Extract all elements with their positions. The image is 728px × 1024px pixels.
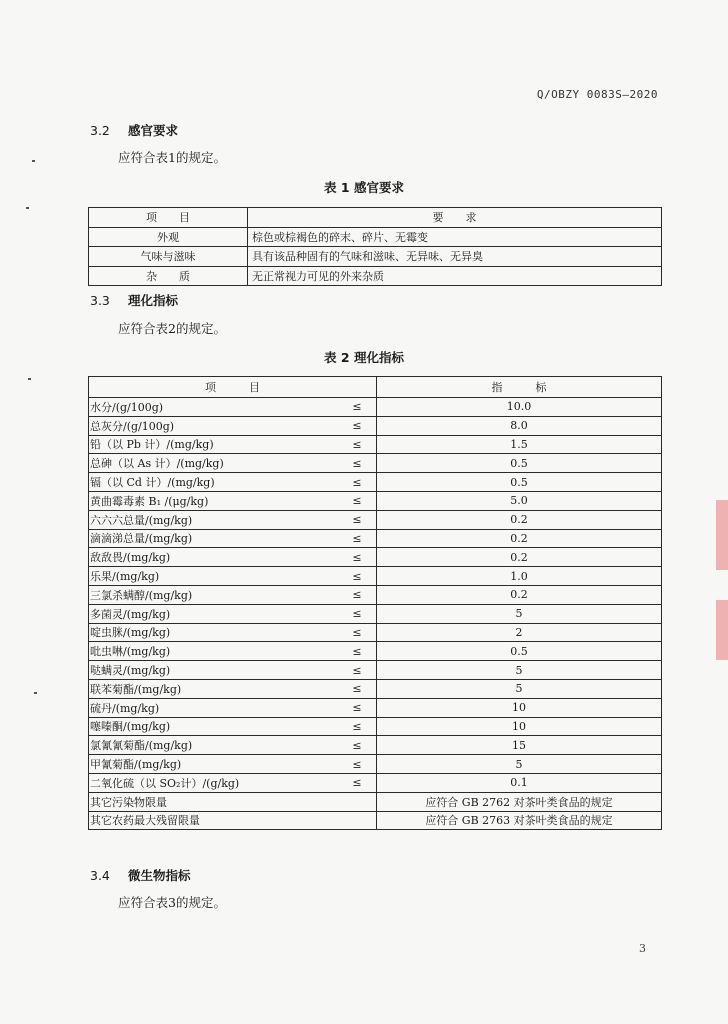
- cell-item: 甲氰菊酯/(mg/kg): [89, 755, 339, 774]
- table-row: [89, 698, 662, 717]
- cell-requirement: 无正常视力可见的外来杂质: [248, 266, 662, 286]
- cell-item: 二氧化硫（以 SO₂计）/(g/kg): [89, 773, 339, 792]
- scan-speck: [26, 207, 29, 209]
- section-3-3-heading: [90, 291, 178, 309]
- table-row: [89, 661, 662, 680]
- cell-item: 黄曲霉毒素 B₁ /(μg/kg): [89, 491, 339, 510]
- section-number: 3.4: [90, 868, 110, 883]
- cell-operator: ≤: [338, 773, 377, 792]
- section-number: 3.2: [90, 123, 110, 138]
- table-row: [89, 604, 662, 623]
- section-3-2-text: 应符合表1的规定。: [118, 150, 226, 165]
- cell-operator: ≤: [338, 585, 377, 604]
- section-title: 感官要求: [128, 123, 179, 138]
- cell-operator: ≤: [338, 548, 377, 567]
- cell-value: 5: [377, 679, 662, 698]
- table-1-caption: 表 1 感官要求: [324, 180, 404, 195]
- cell-item: 铅（以 Pb 计）/(mg/kg): [89, 435, 339, 454]
- table-row: [89, 623, 662, 642]
- table-row: [89, 755, 662, 774]
- cell-value: 8.0: [377, 416, 662, 435]
- cell-item: 滴滴涕总量/(mg/kg): [89, 529, 339, 548]
- cell-value: 5: [377, 755, 662, 774]
- seal-fragment: [716, 600, 728, 660]
- cell-requirement: 具有该品种固有的气味和滋味、无异味、无异臭: [248, 247, 662, 267]
- section-3-2-heading: [90, 121, 178, 139]
- cell-value: 应符合 GB 2762 对茶叶类食品的规定: [377, 792, 662, 811]
- cell-item: 其它污染物限量: [89, 792, 377, 811]
- cell-item: 总砷（以 As 计）/(mg/kg): [89, 454, 339, 473]
- table-header-row: [89, 377, 662, 398]
- scan-speck: [28, 378, 31, 380]
- section-title: 微生物指标: [128, 868, 191, 883]
- column-header-requirement: 要 求: [248, 208, 662, 228]
- table-row: [89, 227, 662, 247]
- cell-item: 氯氰氰菊酯/(mg/kg): [89, 736, 339, 755]
- cell-item: 啶虫脒/(mg/kg): [89, 623, 339, 642]
- cell-operator: ≤: [338, 435, 377, 454]
- cell-value: 5.0: [377, 491, 662, 510]
- cell-operator: ≤: [338, 529, 377, 548]
- cell-value: 5: [377, 604, 662, 623]
- cell-value: 10.0: [377, 398, 662, 417]
- table-row: [89, 435, 662, 454]
- table-row: [89, 679, 662, 698]
- cell-item: 总灰分/(g/100g): [89, 416, 339, 435]
- cell-item: 乐果/(mg/kg): [89, 567, 339, 586]
- table-row: [89, 792, 662, 811]
- table-row: [89, 398, 662, 417]
- cell-operator: ≤: [338, 755, 377, 774]
- cell-operator: ≤: [338, 510, 377, 529]
- cell-item: 气味与滋味: [89, 247, 248, 267]
- cell-operator: ≤: [338, 736, 377, 755]
- scan-speck: [34, 692, 37, 694]
- cell-item: 吡虫啉/(mg/kg): [89, 642, 339, 661]
- cell-operator: ≤: [338, 454, 377, 473]
- section-3-4-heading: [90, 866, 191, 884]
- cell-item: 多菌灵/(mg/kg): [89, 604, 339, 623]
- cell-operator: ≤: [338, 473, 377, 492]
- table-row: [89, 567, 662, 586]
- table-row: [89, 247, 662, 267]
- cell-operator: ≤: [338, 661, 377, 680]
- cell-value: 10: [377, 698, 662, 717]
- cell-item: 硫丹/(mg/kg): [89, 698, 339, 717]
- cell-value: 2: [377, 623, 662, 642]
- cell-value: 0.2: [377, 510, 662, 529]
- cell-item: 联苯菊酯/(mg/kg): [89, 679, 339, 698]
- cell-operator: ≤: [338, 642, 377, 661]
- table-1-sensory: [88, 207, 662, 286]
- table-2-caption: 表 2 理化指标: [324, 350, 404, 365]
- table-row: [89, 416, 662, 435]
- cell-operator: ≤: [338, 623, 377, 642]
- table-row: [89, 266, 662, 286]
- standard-code: Q/OBZY 0083S—2020: [536, 88, 658, 101]
- section-number: 3.3: [90, 293, 110, 308]
- section-3-4-text: 应符合表3的规定。: [118, 895, 226, 910]
- cell-operator: ≤: [338, 491, 377, 510]
- table-header-row: [89, 208, 662, 228]
- cell-value: 0.2: [377, 529, 662, 548]
- table-row: [89, 642, 662, 661]
- cell-operator: ≤: [338, 717, 377, 736]
- cell-item: 哒螨灵/(mg/kg): [89, 661, 339, 680]
- cell-operator: ≤: [338, 567, 377, 586]
- cell-item: 敌敌畏/(mg/kg): [89, 548, 339, 567]
- table-row: [89, 491, 662, 510]
- table-row: [89, 736, 662, 755]
- cell-item: 杂 质: [89, 266, 248, 286]
- seal-fragment: [716, 500, 728, 570]
- column-header-index: 指 标: [377, 377, 662, 398]
- cell-item: 三氯杀螨醇/(mg/kg): [89, 585, 339, 604]
- cell-item: 镉（以 Cd 计）/(mg/kg): [89, 473, 339, 492]
- cell-value: 应符合 GB 2763 对茶叶类食品的规定: [377, 811, 662, 830]
- table-2-physicochemical: [88, 376, 662, 830]
- table-row: [89, 717, 662, 736]
- cell-value: 0.1: [377, 773, 662, 792]
- cell-value: 5: [377, 661, 662, 680]
- section-3-3-text: 应符合表2的规定。: [118, 321, 226, 336]
- table-row: [89, 473, 662, 492]
- column-header-item: 项 目: [89, 377, 377, 398]
- cell-value: 1.5: [377, 435, 662, 454]
- cell-value: 0.2: [377, 548, 662, 567]
- cell-item: 外观: [89, 227, 248, 247]
- cell-value: 0.5: [377, 642, 662, 661]
- page-number: 3: [639, 942, 646, 955]
- cell-requirement: 棕色或棕褐色的碎末、碎片、无霉变: [248, 227, 662, 247]
- cell-value: 10: [377, 717, 662, 736]
- cell-value: 15: [377, 736, 662, 755]
- cell-value: 1.0: [377, 567, 662, 586]
- cell-value: 0.5: [377, 473, 662, 492]
- cell-operator: ≤: [338, 416, 377, 435]
- cell-operator: ≤: [338, 679, 377, 698]
- cell-item: 六六六总量/(mg/kg): [89, 510, 339, 529]
- column-header-item: 项 目: [89, 208, 248, 228]
- table-row: [89, 454, 662, 473]
- cell-value: 0.5: [377, 454, 662, 473]
- scan-speck: [32, 160, 35, 162]
- table-row: [89, 811, 662, 830]
- section-title: 理化指标: [128, 293, 179, 308]
- table-row: [89, 548, 662, 567]
- cell-item: 噻嗪酮/(mg/kg): [89, 717, 339, 736]
- cell-operator: ≤: [338, 604, 377, 623]
- table-row: [89, 529, 662, 548]
- cell-operator: ≤: [338, 698, 377, 717]
- cell-value: 0.2: [377, 585, 662, 604]
- table-row: [89, 585, 662, 604]
- table-row: [89, 773, 662, 792]
- table-row: [89, 510, 662, 529]
- cell-item: 其它农药最大残留限量: [89, 811, 377, 830]
- cell-item: 水分/(g/100g): [89, 398, 339, 417]
- cell-operator: ≤: [338, 398, 377, 417]
